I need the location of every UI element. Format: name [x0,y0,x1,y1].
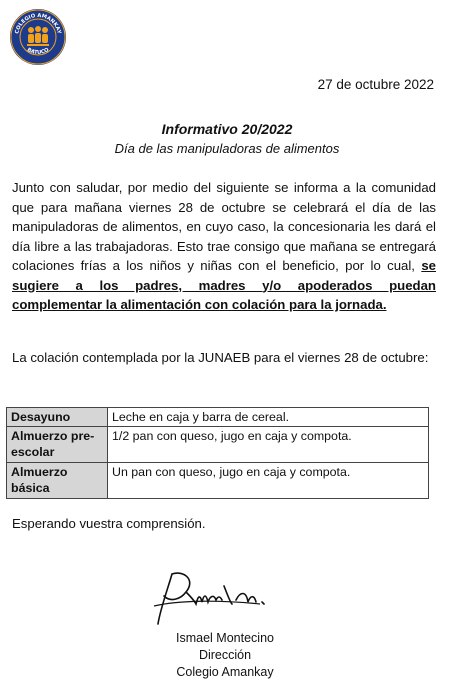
table-row [7,463,429,499]
announcement-emphasis: se sugiere a los padres, madres y/o apoderados puedan complementar la alimentación con colación para la jornada. [12,258,436,312]
closing-line: Esperando vuestra comprensión. [12,516,206,531]
announcement-text: Junto con saludar, por medio del siguiente se informa a la comunidad que para mañana viernes 28 de octubre se celebrará el día de las manipuladoras de alimentos, en cuyo caso, la concesionaria les dará el día libre a las trabajadoras. Esto trae consigo que mañana se entregará colaciones frías a los niños y niñas con el beneficio, por lo cual, [12,180,436,273]
table-row [7,408,429,427]
document-date: 27 de octubre 2022 [317,77,434,92]
school-seal-icon [9,8,67,66]
paragraph-junaeb: La colación contemplada por la JUNAEB para el viernes 28 de octubre: [12,350,429,365]
meal-description: Leche en caja y barra de cereal. [108,408,429,427]
paragraph-announcement [12,178,436,315]
meal-name: Almuerzo pre-escolar [7,427,108,463]
logo-text-bottom: BATUCO [25,46,51,57]
signer-institution: Colegio Amankay [176,665,274,679]
meal-name: Desayuno [7,408,108,427]
signer-name: Ismael Montecino [176,631,274,645]
meal-table [6,407,429,499]
table-row [7,427,429,463]
school-logo [9,8,67,66]
document-title: Informativo 20/2022 [161,121,293,137]
logo-text-top: COLEGIO AMANKAY [14,12,62,35]
signer-role: Dirección [198,648,252,662]
meal-description: Un pan con queso, jugo en caja y compota. [108,463,429,499]
meal-description: 1/2 pan con queso, jugo en caja y compota. [108,427,429,463]
document-subtitle: Día de las manipuladoras de alimentos [114,141,340,156]
signature-image [150,566,290,630]
meal-name: Almuerzo básica [7,463,108,499]
